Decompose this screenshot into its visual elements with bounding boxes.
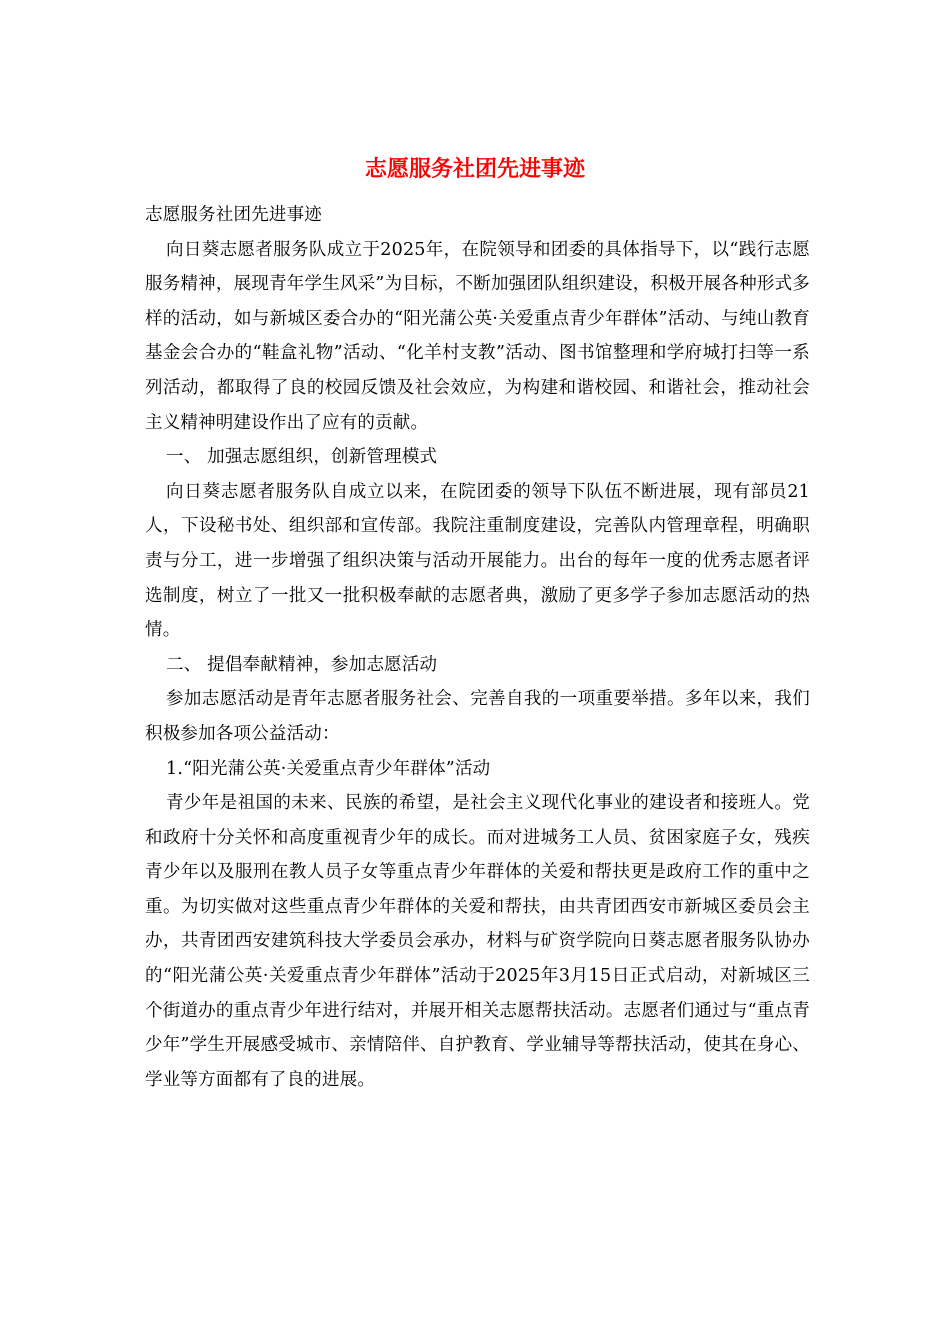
document-title: 志愿服务社团先进事迹 — [364, 156, 585, 182]
document-body — [145, 198, 810, 1097]
intro-paragraph: 向日葵志愿者服务队成立于2025年，在院领导和团委的具体指导下，以“践行志愿服务精神，展现青年学生风采”为目标，不断加强团队组织建设，积极开展各种形式多样的活动，如与新城区委合办的“阳光蒲公英·关爱重点青少年群体”活动、与纯山教育基金会合办的“鞋盒礼物”活动、“化羊村支教”活动、图书馆整理和学府城打扫等一系列活动，都取得了良的校园反馈及社会效应，为构建和谐校园、和谐社会，推动社会主义精神明建设作出了应有的贡献。 — [145, 239, 810, 433]
section-heading-1: 一、 加强志愿组织，创新管理模式 — [166, 447, 438, 468]
section-heading-2: 二、 提倡奉献精神，参加志愿活动 — [166, 654, 438, 675]
section-1-paragraph: 向日葵志愿者服务队自成立以来，在院团委的领导下队伍不断进展，现有部员21人，下设秘书处、组织部和宣传部。我院注重制度建设，完善队内管理章程，明确职责与分工，进一步增强了组织决策与活动开展能力。出台的每年一度的优秀志愿者评选制度，树立了一批又一批积极奉献的志愿者典，激励了更多学子参加志愿活动的热情。 — [145, 481, 810, 641]
subtitle-paragraph: 志愿服务社团先进事迹 — [145, 205, 322, 225]
activity-1-paragraph: 青少年是祖国的未来、民族的希望，是社会主义现代化事业的建设者和接班人。党和政府十分关怀和高度重视青少年的成长。而对进城务工人员、贫困家庭子女，残疾青少年以及服刑在教人员子女等重点青少年群体的关爱和帮扶更是政府工作的重中之重。为切实做对这些重点青少年群体的关爱和帮扶，由共青团西安市新城区委员会主办，共青团西安建筑科技大学委员会承办，材料与矿资学院向日葵志愿者服务队协办的“阳光蒲公英·关爱重点青少年群体”活动于2025年3月15日正式启动，对新城区三个街道办的重点青少年进行结对，并展开相关志愿帮扶活动。志愿者们通过与“重点青少年”学生开展感受城市、亲情陪伴、自护教育、学业辅导等帮扶活动，使其在身心、学业等方面都有了良的进展。 — [145, 793, 810, 1090]
activity-heading-1: 1.“阳光蒲公英·关爱重点青少年群体”活动 — [166, 758, 491, 779]
section-2-paragraph: 参加志愿活动是青年志愿者服务社会、完善自我的一项重要举措。多年以来，我们积极参加各项公益活动： — [145, 689, 810, 744]
